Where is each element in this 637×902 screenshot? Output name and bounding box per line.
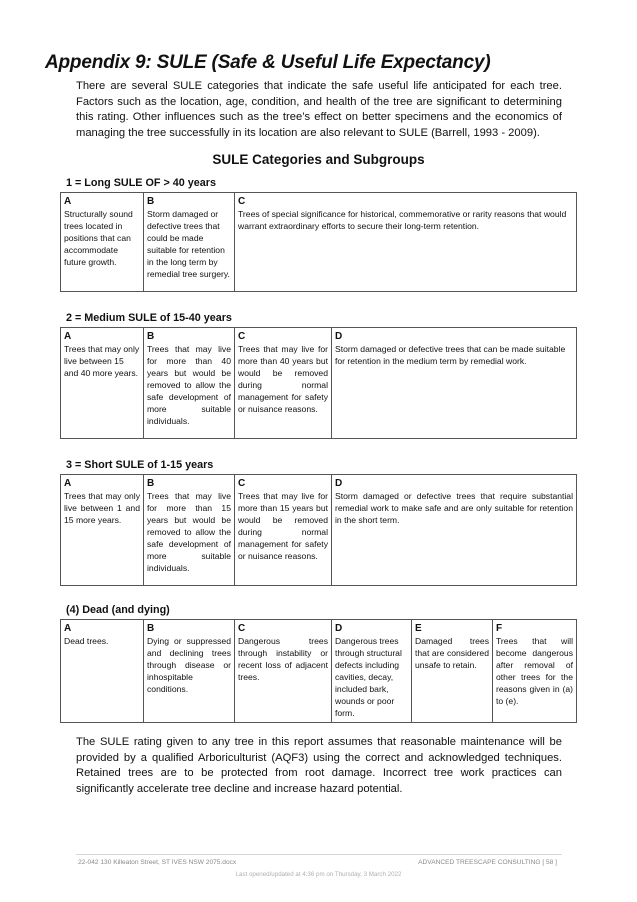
cell-text: Dangerous trees through instability or recent loss of adjacent trees. (238, 636, 328, 682)
cell-letter: D (335, 331, 343, 342)
cell-letter: C (238, 478, 246, 489)
closing-paragraph: The SULE rating given to any tree in this report assumes that reasonable maintenance will be provided by a qualified Arboriculturist (AQF3) using the correct and acknowledged techniques. Retained trees are to be protected from root damage. Incorrect tree work practices can significantly accelerate tree decline and increase hazard potential. (76, 736, 562, 796)
table-cell (61, 193, 144, 292)
table-cell (144, 328, 235, 439)
cell-text: Dangerous trees through structural defects including cavities, decay, included bark, wounds or poor form. (335, 636, 402, 718)
table-cell (493, 620, 577, 723)
cell-letter: A (64, 478, 72, 489)
cell-letter: B (147, 196, 155, 207)
cell-letter: B (147, 478, 155, 489)
sule-table-short (60, 474, 577, 586)
cell-letter: D (335, 478, 343, 489)
section-heading-dead: (4) Dead (and dying) (66, 604, 170, 616)
cell-letter: A (64, 331, 72, 342)
cell-letter: F (496, 623, 503, 634)
cell-letter: B (147, 331, 155, 342)
footer-divider (76, 854, 562, 855)
cell-letter: C (238, 196, 246, 207)
table-row (61, 475, 577, 586)
cell-text: Dying or suppressed and declining trees through disease or inhospitable conditions. (147, 636, 231, 694)
cell-letter: E (415, 623, 422, 634)
cell-text: Trees of special significance for historical, commemorative or rarity reasons that would warrant extraordinary efforts to secure their long-term retention. (238, 209, 567, 231)
cell-text: Trees that will become dangerous after removal of other trees for the reasons given in (a) to (e). (496, 636, 573, 706)
table-cell (144, 620, 235, 723)
cell-text: Trees that may live for more than 15 years but would be removed to allow the safe development of more suitable individuals. (147, 491, 231, 573)
table-row (61, 193, 577, 292)
page-title: Appendix 9: SULE (Safe & Useful Life Expectancy) (45, 52, 491, 73)
table-cell (235, 620, 332, 723)
section-heading-long: 1 = Long SULE OF > 40 years (66, 177, 217, 189)
cell-text: Storm damaged or defective trees that could be made suitable for retention in the long term by remedial tree surgery. (147, 209, 230, 279)
table-cell (61, 475, 144, 586)
table-cell (332, 475, 577, 586)
cell-text: Trees that may live for more than 40 years but would be removed during normal management for safety or nuisance reasons. (238, 344, 328, 414)
intro-paragraph: There are several SULE categories that indicate the safe useful life anticipated for each tree. Factors such as the location, age, condition, and health of the tree are significant to determining this rating. Other influences such as the tree’s effect on better specimens and the economics of managing the tree successfully in its location are also relevant to SULE (Barrell, 1993 - 2009). (76, 80, 562, 140)
cell-letter: C (238, 331, 246, 342)
cell-text: Trees that may live for more than 40 years but would be removed to allow the safe development of more suitable individuals. (147, 344, 231, 426)
section-subtitle: SULE Categories and Subgroups (212, 152, 425, 167)
cell-text: Storm damaged or defective trees that can be made suitable for retention in the medium term by remedial work. (335, 344, 566, 366)
table-row (61, 620, 577, 723)
cell-letter: D (335, 623, 343, 634)
cell-letter: A (64, 623, 72, 634)
table-cell (235, 328, 332, 439)
cell-text: Trees that may live for more than 15 years but would be removed during normal management for safety or nuisance reasons. (238, 491, 328, 561)
cell-text: Trees that may only live between 15 and 40 more years. (64, 344, 140, 378)
section-heading-short: 3 = Short SULE of 1-15 years (66, 459, 214, 471)
table-row (61, 328, 577, 439)
table-cell (144, 475, 235, 586)
cell-text: Trees that may only live between 1 and 15 more years. (64, 491, 140, 525)
footer-document-name: 22-042 130 Killeaton Street, ST IVES NSW 2075.docx (78, 859, 237, 866)
cell-text: Dead trees. (64, 636, 109, 646)
cell-text: Storm damaged or defective trees that require substantial remedial work to make safe and are only suitable for retention in the short term. (335, 491, 573, 525)
table-cell (144, 193, 235, 292)
footer-company-page: ADVANCED TREESCAPE CONSULTING [ 58 ] (418, 859, 557, 866)
section-heading-medium: 2 = Medium SULE of 15-40 years (66, 312, 232, 324)
sule-table-long (60, 192, 577, 292)
table-cell (61, 620, 144, 723)
table-cell (332, 620, 412, 723)
table-cell (235, 193, 577, 292)
sule-table-medium (60, 327, 577, 439)
table-cell (61, 328, 144, 439)
table-cell (235, 475, 332, 586)
cell-letter: C (238, 623, 246, 634)
cell-letter: B (147, 623, 155, 634)
table-cell (412, 620, 493, 723)
cell-text: Damaged trees that are considered unsafe to retain. (415, 636, 489, 670)
sule-table-dead (60, 619, 577, 723)
table-cell (332, 328, 577, 439)
cell-text: Structurally sound trees located in positions that can accommodate future growth. (64, 209, 133, 267)
cell-letter: A (64, 196, 72, 207)
footer-updated-note: Last opened/updated at 4:36 pm on Thursday, 3 March 2022 (235, 871, 402, 878)
